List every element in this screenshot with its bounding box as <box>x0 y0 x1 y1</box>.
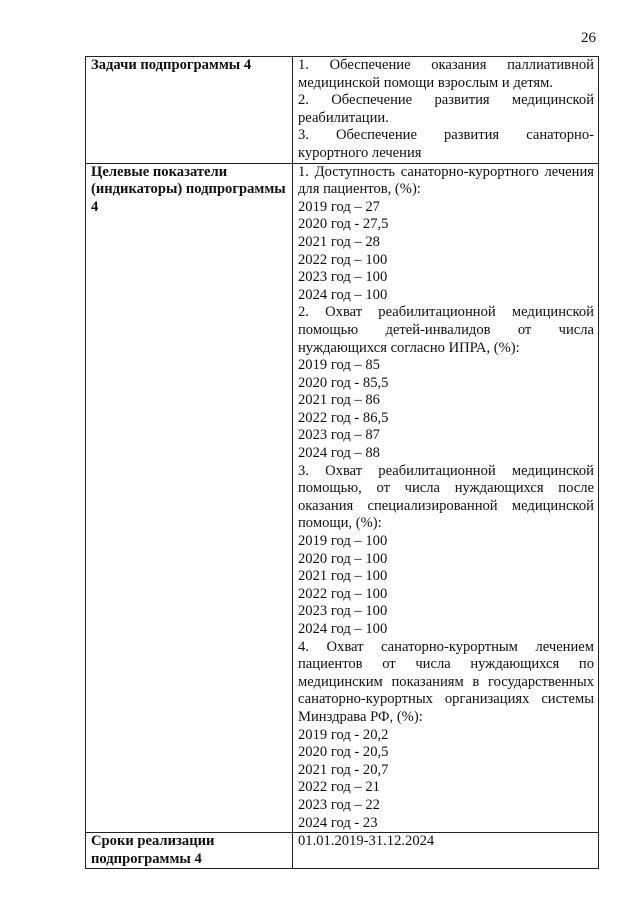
indicator-value: 2020 год - 20,5 <box>298 744 389 761</box>
indicator-value: 2021 год - 20,7 <box>298 761 389 778</box>
row-label-period: Сроки реализации подпрограммы 4 <box>86 833 293 869</box>
task-item: 1. Обеспечение оказания паллиативной медицинской помощи взрослым и детям. <box>298 57 594 91</box>
indicator-value: 2019 год – 85 <box>298 357 380 374</box>
task-item: 2. Обеспечение развития медицинской реабилитации. <box>298 92 594 126</box>
indicator-value: 2022 год - 86,5 <box>298 409 389 426</box>
indicator-value: 2020 год – 100 <box>298 550 388 567</box>
indicator-value: 2022 год – 100 <box>298 251 388 268</box>
indicator-title: 1. Доступность санаторно-курортного лечения для пациентов, (%): <box>298 163 594 198</box>
indicator-value: 2023 год – 100 <box>298 603 388 620</box>
indicator-value: 2021 год – 28 <box>298 233 380 250</box>
indicator-value: 2024 год – 88 <box>298 445 380 462</box>
indicator-value: 2024 год – 100 <box>298 621 388 637</box>
indicator-value: 2021 год – 86 <box>298 392 380 409</box>
indicator-value: 2022 год – 21 <box>298 779 380 796</box>
indicator-value: 2023 год – 22 <box>298 796 380 813</box>
indicators-cell <box>293 163 599 833</box>
task-item: 3. Обеспечение развития санаторно-курортного лечения <box>298 127 594 161</box>
indicator-value: 2019 год – 100 <box>298 533 388 550</box>
indicator-value: 2023 год – 100 <box>298 269 388 286</box>
period-cell: 01.01.2019-31.12.2024 <box>293 833 599 869</box>
indicator-value: 2020 год - 27,5 <box>298 216 389 233</box>
indicator-title: 4. Охват санаторно-курортным лечением пациентов от числа нуждающихся по медицинским показаниям в государственных санаторно-курортных организациях системы Минздрава РФ, (%): <box>298 638 594 725</box>
indicator-title: 3. Охват реабилитационной медицинской помощью, от числа нуждающихся после оказания специализированной медицинской помощи, (%): <box>298 462 594 532</box>
subprogram-passport-table <box>85 56 599 869</box>
tasks-cell <box>293 57 599 164</box>
row-label-tasks: Задачи подпрограммы 4 <box>86 57 293 164</box>
indicator-value: 2024 год – 100 <box>298 286 388 303</box>
row-label-indicators: Целевые показатели (индикаторы) подпрограммы 4 <box>86 163 293 833</box>
indicator-value: 2024 год - 23 <box>298 814 378 831</box>
table-row-tasks <box>86 57 599 164</box>
indicator-value: 2019 год – 27 <box>298 198 380 215</box>
indicator-title: 2. Охват реабилитационной медицинской помощью детей-инвалидов от числа нуждающихся согласно ИПРА, (%): <box>298 304 594 356</box>
indicator-value: 2021 год – 100 <box>298 568 388 585</box>
indicator-value: 2019 год - 20,2 <box>298 726 389 743</box>
table-row-indicators <box>86 163 599 833</box>
table-row-period <box>86 833 599 869</box>
indicator-value: 2023 год – 87 <box>298 427 380 444</box>
indicator-value: 2020 год - 85,5 <box>298 374 389 391</box>
indicator-value: 2022 год – 100 <box>298 585 388 602</box>
page-number: 26 <box>581 30 596 46</box>
